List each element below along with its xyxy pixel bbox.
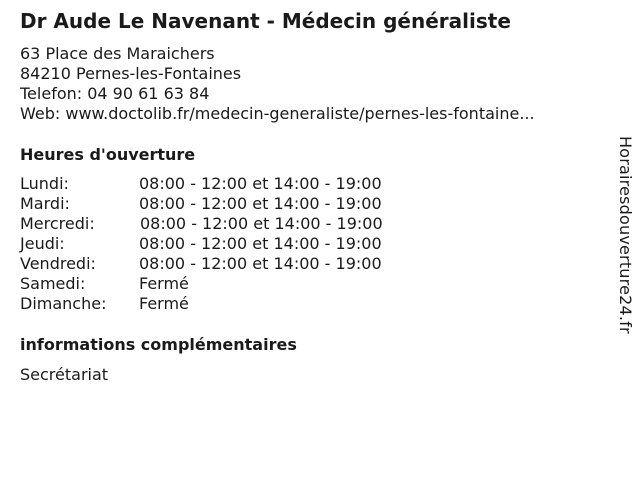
day-label: Vendredi:	[20, 254, 96, 273]
hours-row-mardi	[20, 194, 440, 214]
hours-row-vendredi	[20, 254, 440, 274]
day-label: Lundi:	[20, 174, 69, 193]
hours-row-mercredi	[20, 214, 440, 234]
hours-row-lundi	[20, 174, 440, 194]
hours-row-dimanche	[20, 294, 440, 314]
phone-number: Telefon: 04 90 61 63 84	[20, 84, 210, 103]
time-value: 08:00 - 12:00 et 14:00 - 19:00	[139, 234, 382, 253]
watermark	[605, 136, 640, 346]
info-text: Secrétariat	[20, 365, 109, 384]
street-address: 63 Place des Maraichers	[20, 44, 215, 63]
page-title: Dr Aude Le Navenant - Médecin généraliste	[20, 9, 511, 33]
time-value: 08:00 - 12:00 et 14:00 - 19:00	[139, 194, 382, 213]
hours-row-samedi	[20, 274, 440, 294]
website: Web: www.doctolib.fr/medecin-generaliste/pernes-les-fontaine...	[20, 104, 535, 123]
day-label: Samedi:	[20, 274, 86, 293]
hours-table	[20, 174, 440, 314]
hours-row-jeudi	[20, 234, 440, 254]
time-value: 08:00 - 12:00 et 14:00 - 19:00	[140, 214, 383, 233]
city-address: 84210 Pernes-les-Fontaines	[20, 64, 242, 83]
info-heading: informations complémentaires	[20, 335, 297, 354]
time-value: 08:00 - 12:00 et 14:00 - 19:00	[139, 174, 382, 193]
day-label: Mercredi:	[20, 214, 95, 233]
hours-heading: Heures d'ouverture	[20, 145, 196, 164]
day-label: Jeudi:	[20, 234, 65, 253]
time-value: Fermé	[139, 274, 189, 293]
watermark-text: Horairesdouverture24.fr	[616, 136, 635, 334]
day-label: Mardi:	[20, 194, 70, 213]
address-block	[20, 44, 535, 124]
time-value: 08:00 - 12:00 et 14:00 - 19:00	[139, 254, 382, 273]
time-value: Fermé	[139, 294, 189, 313]
day-label: Dimanche:	[20, 294, 107, 313]
